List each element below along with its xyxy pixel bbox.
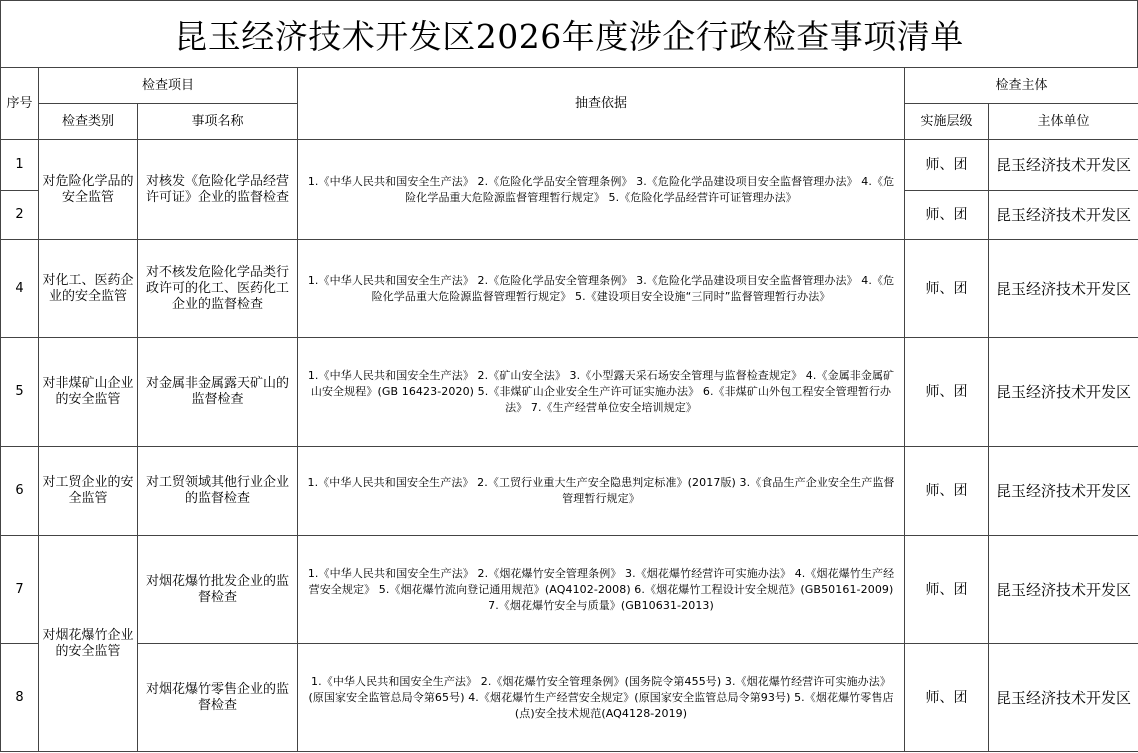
unit-cell: 昆玉经济技术开发区 xyxy=(989,644,1138,752)
category-cell: 对工贸企业的安全监管 xyxy=(39,447,138,536)
table-row xyxy=(1,536,1138,644)
item-name-cell: 对核发《危险化学品经营许可证》企业的监督检查 xyxy=(138,140,298,240)
seq-cell: 5 xyxy=(1,338,39,447)
header-category: 检查类别 xyxy=(39,104,138,140)
header-basis: 抽查依据 xyxy=(298,68,905,140)
category-cell: 对化工、医药企业的安全监管 xyxy=(39,240,138,338)
header-check-subject: 检查主体 xyxy=(905,68,1138,104)
basis-cell: 1.《中华人民共和国安全生产法》 2.《危险化学品安全管理条例》 3.《危险化学品建设项目安全监督管理办法》 4.《危险化学品重大危险源监督管理暂行规定》 5.《建设项目安全设施“三同时”监督管理暂行办法》 xyxy=(298,240,905,338)
header-unit: 主体单位 xyxy=(989,104,1138,140)
level-cell: 师、团 xyxy=(905,191,989,240)
category-cell: 对危险化学品的安全监管 xyxy=(39,140,138,240)
table-row xyxy=(1,140,1138,191)
level-cell: 师、团 xyxy=(905,447,989,536)
category-cell: 对烟花爆竹企业的安全监管 xyxy=(39,536,138,752)
table-row xyxy=(1,240,1138,338)
item-name-cell: 对不核发危险化学品类行政许可的化工、医药化工企业的监督检查 xyxy=(138,240,298,338)
seq-cell: 7 xyxy=(1,536,39,644)
level-cell: 师、团 xyxy=(905,644,989,752)
unit-cell: 昆玉经济技术开发区 xyxy=(989,240,1138,338)
basis-cell: 1.《中华人民共和国安全生产法》 2.《工贸行业重大生产安全隐患判定标准》(2017版) 3.《食品生产企业安全生产监督管理暂行规定》 xyxy=(298,447,905,536)
item-name-cell: 对烟花爆竹零售企业的监督检查 xyxy=(138,644,298,752)
level-cell: 师、团 xyxy=(905,536,989,644)
level-cell: 师、团 xyxy=(905,338,989,447)
basis-cell: 1.《中华人民共和国安全生产法》 2.《矿山安全法》 3.《小型露天采石场安全管理与监督检查规定》 4.《金属非金属矿山安全规程》(GB 16423-2020) 5.《非煤矿山企业安全生产许可证实施办法》 6.《非煤矿山外包工程安全管理暂行办法》 7.《生产经营单位安全培训规定》 xyxy=(298,338,905,447)
basis-cell: 1.《中华人民共和国安全生产法》 2.《危险化学品安全管理条例》 3.《危险化学品建设项目安全监督管理办法》 4.《危险化学品重大危险源监督管理暂行规定》 5.《危险化学品经营许可证管理办法》 xyxy=(298,140,905,240)
inspection-table xyxy=(0,67,1138,752)
unit-cell: 昆玉经济技术开发区 xyxy=(989,536,1138,644)
seq-cell: 4 xyxy=(1,240,39,338)
item-name-cell: 对金属非金属露天矿山的监督检查 xyxy=(138,338,298,447)
basis-cell: 1.《中华人民共和国安全生产法》 2.《烟花爆竹安全管理条例》(国务院令第455号) 3.《烟花爆竹经营许可实施办法》(原国家安全监管总局令第65号) 4.《烟花爆竹生产经营安全规定》(原国家安全监管总局令第93号) 5.《烟花爆竹零售店(点)安全技术规范(AQ4128-2019) xyxy=(298,644,905,752)
level-cell: 师、团 xyxy=(905,140,989,191)
header-seq: 序号 xyxy=(1,68,39,140)
header-check-items: 检查项目 xyxy=(39,68,298,104)
header-row-1 xyxy=(1,68,1138,104)
page-title: 昆玉经济技术开发区2026年度涉企行政检查事项清单 xyxy=(0,0,1138,68)
table-row xyxy=(1,447,1138,536)
header-item-name: 事项名称 xyxy=(138,104,298,140)
seq-cell: 6 xyxy=(1,447,39,536)
table-row xyxy=(1,644,1138,752)
basis-cell: 1.《中华人民共和国安全生产法》 2.《烟花爆竹安全管理条例》 3.《烟花爆竹经营许可实施办法》 4.《烟花爆竹生产经营安全规定》 5.《烟花爆竹流向登记通用规范》(AQ4102-2008) 6.《烟花爆竹工程设计安全规范》(GB50161-2009) 7.《烟花爆竹安全与质量》(GB10631-2013) xyxy=(298,536,905,644)
unit-cell: 昆玉经济技术开发区 xyxy=(989,140,1138,191)
item-name-cell: 对烟花爆竹批发企业的监督检查 xyxy=(138,536,298,644)
level-cell: 师、团 xyxy=(905,240,989,338)
seq-cell: 8 xyxy=(1,644,39,752)
seq-cell: 2 xyxy=(1,191,39,240)
unit-cell: 昆玉经济技术开发区 xyxy=(989,338,1138,447)
table-row xyxy=(1,338,1138,447)
seq-cell: 1 xyxy=(1,140,39,191)
unit-cell: 昆玉经济技术开发区 xyxy=(989,447,1138,536)
item-name-cell: 对工贸领域其他行业企业的监督检查 xyxy=(138,447,298,536)
header-level: 实施层级 xyxy=(905,104,989,140)
category-cell: 对非煤矿山企业的安全监管 xyxy=(39,338,138,447)
unit-cell: 昆玉经济技术开发区 xyxy=(989,191,1138,240)
